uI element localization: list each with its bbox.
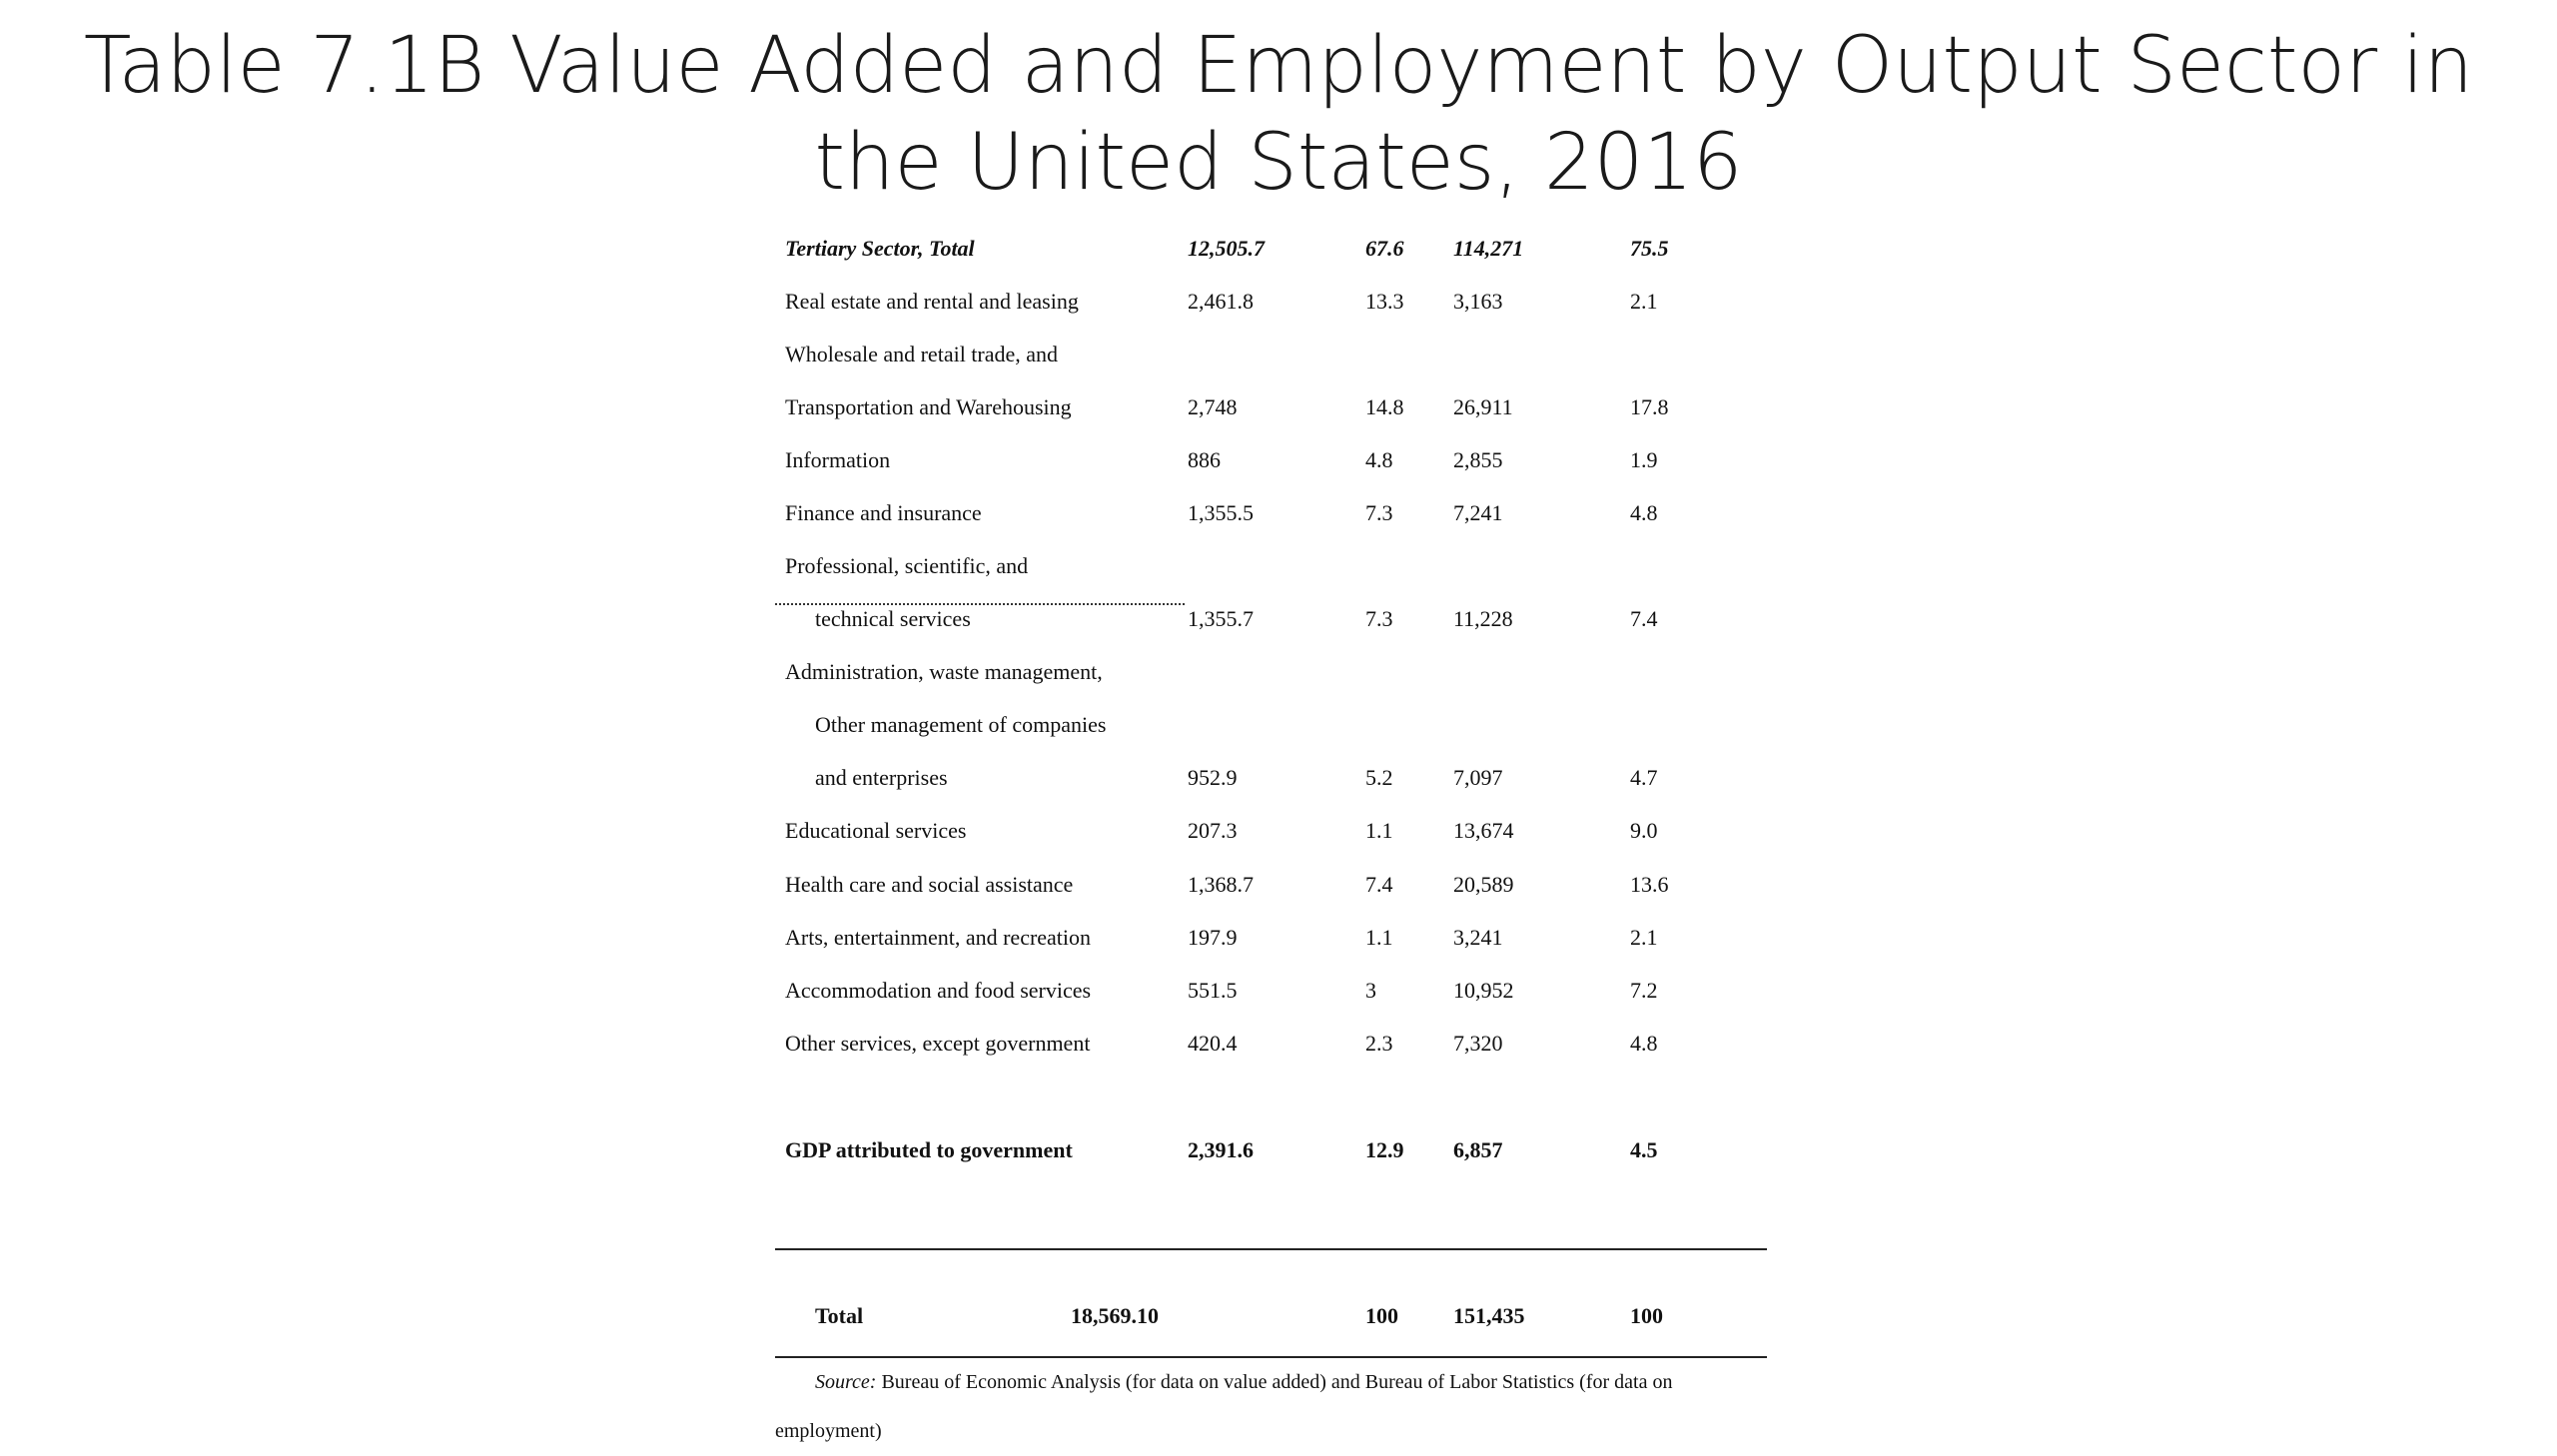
source-label: Source:: [815, 1371, 877, 1393]
value-added-share-cell: 12.9: [1365, 1137, 1404, 1162]
employment-cell: 7,320: [1453, 1031, 1503, 1056]
row-label: Other services, except government: [785, 1031, 1091, 1056]
value-added-cell: 12,505.7: [1188, 236, 1265, 261]
employment-share-cell: 4.5: [1630, 1137, 1658, 1162]
source-text-line-1: Bureau of Economic Analysis (for data on value added) and Bureau of Labor Statistics (for data on: [881, 1371, 1673, 1393]
source-note: [775, 1358, 1774, 1456]
employment-share-cell: 2.1: [1630, 289, 1658, 314]
row-label: Tertiary Sector, Total: [785, 236, 975, 261]
employment-share-cell: 7.4: [1630, 606, 1658, 631]
value-added-cell: 952.9: [1188, 765, 1238, 790]
table-row: [785, 762, 1784, 802]
value-added-share-cell: 2.3: [1365, 1031, 1393, 1056]
total-value-added: 18,569.10: [1071, 1303, 1159, 1328]
employment-share-cell: 2.1: [1630, 925, 1658, 950]
employment-share-cell: 4.8: [1630, 1031, 1658, 1056]
table-row: [785, 497, 1784, 537]
table-row: [785, 550, 1784, 590]
row-label: Wholesale and retail trade, and: [785, 342, 1059, 366]
table-row: [785, 286, 1784, 326]
employment-cell: 2,855: [1453, 447, 1503, 472]
value-added-share-cell: 5.2: [1365, 765, 1393, 790]
value-added-share-cell: 14.8: [1365, 394, 1404, 419]
row-label: and enterprises: [815, 765, 948, 790]
source-text-line-2: employment): [775, 1420, 882, 1442]
table-row: [785, 869, 1784, 909]
table-row: [785, 815, 1784, 855]
row-label: Educational services: [785, 818, 967, 843]
value-added-cell: 2,391.6: [1188, 1137, 1254, 1162]
data-table: [775, 0, 1784, 1442]
row-label: Information: [785, 447, 891, 472]
value-added-share-cell: 7.4: [1365, 872, 1393, 897]
row-label: Arts, entertainment, and recreation: [785, 925, 1092, 950]
table-row: [785, 339, 1784, 378]
row-label: Accommodation and food services: [785, 978, 1092, 1003]
row-label: Administration, waste management,: [785, 659, 1103, 684]
table-row: [785, 656, 1784, 696]
table-row: [785, 1134, 1784, 1174]
total-employment-share: 100: [1630, 1303, 1663, 1328]
employment-share-cell: 4.8: [1630, 500, 1658, 525]
row-label: Health care and social assistance: [785, 872, 1074, 897]
employment-cell: 13,674: [1453, 818, 1514, 843]
value-added-share-cell: 3: [1365, 978, 1376, 1003]
employment-share-cell: 75.5: [1630, 236, 1669, 261]
employment-cell: 26,911: [1453, 394, 1513, 419]
employment-share-cell: 4.7: [1630, 765, 1658, 790]
employment-cell: 7,097: [1453, 765, 1503, 790]
value-added-cell: 420.4: [1188, 1031, 1238, 1056]
total-label: Total: [815, 1303, 864, 1328]
employment-cell: 11,228: [1453, 606, 1513, 631]
employment-cell: 3,163: [1453, 289, 1503, 314]
value-added-share-cell: 67.6: [1365, 236, 1404, 261]
slide-title-line-2: the United States, 2016: [814, 118, 1743, 208]
row-label: Professional, scientific, and: [785, 553, 1029, 578]
employment-cell: 10,952: [1453, 978, 1514, 1003]
value-added-cell: 197.9: [1188, 925, 1238, 950]
employment-cell: 3,241: [1453, 925, 1503, 950]
row-label: GDP attributed to government: [785, 1137, 1073, 1162]
row-label: Other management of companies: [815, 712, 1107, 737]
value-added-cell: 1,355.7: [1188, 606, 1254, 631]
table-row: [785, 233, 1784, 273]
value-added-share-cell: 1.1: [1365, 925, 1393, 950]
table-row: [785, 391, 1784, 431]
employment-cell: 7,241: [1453, 500, 1503, 525]
employment-share-cell: 7.2: [1630, 978, 1658, 1003]
employment-cell: 114,271: [1453, 236, 1524, 261]
value-added-cell: 1,368.7: [1188, 872, 1254, 897]
row-label: technical services: [815, 606, 971, 631]
row-label: Finance and insurance: [785, 500, 982, 525]
row-label: Real estate and rental and leasing: [785, 289, 1079, 314]
value-added-cell: 2,461.8: [1188, 289, 1254, 314]
table-row: [785, 444, 1784, 484]
value-added-cell: 1,355.5: [1188, 500, 1254, 525]
value-added-share-cell: 1.1: [1365, 818, 1393, 843]
value-added-share-cell: 7.3: [1365, 500, 1393, 525]
value-added-cell: 2,748: [1188, 394, 1238, 419]
table-row: [785, 603, 1784, 643]
row-label: Transportation and Warehousing: [785, 394, 1072, 419]
employment-cell: 6,857: [1453, 1137, 1503, 1162]
total-value-added-share: 100: [1365, 1303, 1398, 1328]
value-added-share-cell: 13.3: [1365, 289, 1404, 314]
table-row: [785, 922, 1784, 962]
table-row: [785, 1028, 1784, 1068]
total-row: [785, 1300, 1784, 1336]
employment-share-cell: 13.6: [1630, 872, 1669, 897]
employment-share-cell: 1.9: [1630, 447, 1658, 472]
value-added-cell: 207.3: [1188, 818, 1238, 843]
employment-share-cell: 17.8: [1630, 394, 1669, 419]
slide-title-line-1: Table 7.1B Value Added and Employment by Output Sector in: [83, 21, 2474, 111]
value-added-cell: 551.5: [1188, 978, 1238, 1003]
table-rule-top: [775, 1248, 1767, 1250]
value-added-share-cell: 4.8: [1365, 447, 1393, 472]
value-added-cell: 886: [1188, 447, 1221, 472]
employment-cell: 20,589: [1453, 872, 1514, 897]
employment-share-cell: 9.0: [1630, 818, 1658, 843]
value-added-share-cell: 7.3: [1365, 606, 1393, 631]
table-row: [785, 709, 1784, 749]
total-employment: 151,435: [1453, 1303, 1525, 1328]
table-row: [785, 975, 1784, 1015]
